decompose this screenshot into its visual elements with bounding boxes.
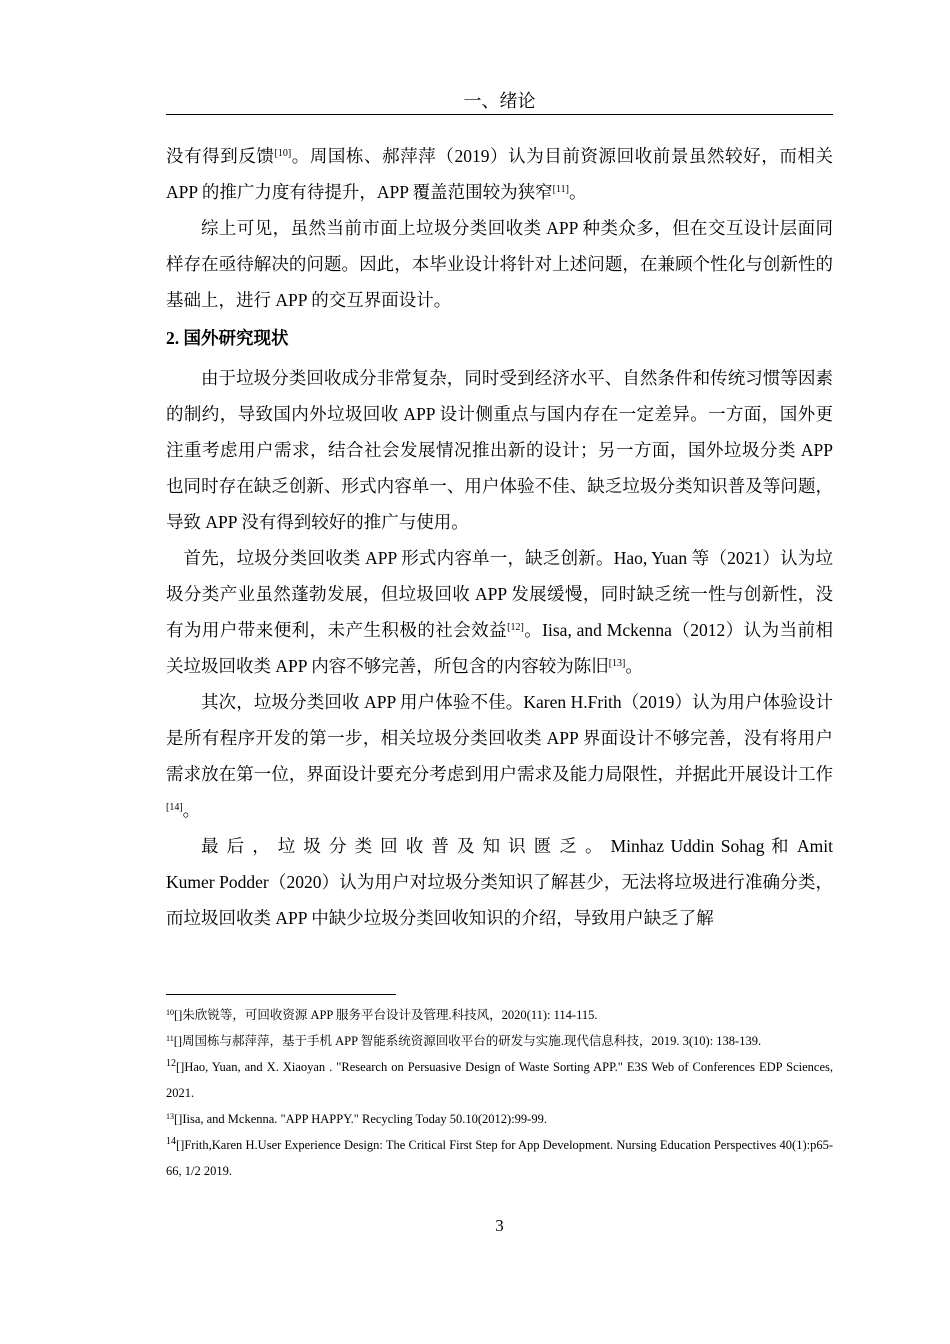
- body-text: [166, 138, 833, 936]
- text-span: 。周国栋、郝萍萍（2019）认为目前资源回收前景虽然较好，而相关 APP 的推广力度有待提升，APP 覆盖范围较为狭窄: [166, 146, 833, 202]
- section-heading: 2. 国外研究现状: [166, 328, 289, 348]
- footnote-number: 14: [166, 1136, 176, 1147]
- footnote-text: []Hao, Yuan, and X. Xiaoyan . "Research on Persuasive Design of Waste Sorting APP." E3S Web of Conferences EDP Sciences, 2021.: [166, 1060, 833, 1100]
- text-span: 其次，垃圾分类回收 APP 用户体验不佳。Karen H.Frith（2019）认为用户体验设计是所有程序开发的第一步，相关垃圾分类回收类 APP 界面设计不够完善，没有将用户需求放在第一位，界面设计要充分考虑到用户需求及能力局限性，并据此开展设计工作: [166, 692, 833, 784]
- text-span: 没有得到反馈: [166, 146, 275, 166]
- header-rule: [166, 114, 833, 115]
- citation-10: [10]: [274, 148, 292, 159]
- page-number: 3: [495, 1216, 504, 1235]
- paragraph-1: [166, 138, 833, 210]
- paragraph-6: [166, 828, 833, 936]
- citation-11: [11]: [552, 184, 569, 195]
- footnote-number: 13: [166, 1112, 174, 1121]
- footnote-number: 11: [166, 1034, 174, 1043]
- footnote-number: 12: [166, 1058, 176, 1069]
- text-span: Minhaz Uddin Sohag 和 Amit Kumer Podder（2020）认为用户对垃圾分类知识了解甚少，无法将垃圾进行准确分类，而垃圾回收类 APP 中缺少垃圾分类回收知识的介绍，导致用户缺乏了解: [166, 836, 834, 928]
- text-span: 。Iisa, and Mckenna（2012）认为当前相关垃圾回收类 APP 内容不够完善，所包含的内容较为陈旧: [166, 620, 833, 676]
- text-span: 。: [625, 656, 643, 676]
- footnote-number: 10: [166, 1008, 174, 1017]
- running-header: 一、绪论: [463, 91, 536, 111]
- text-span: 首先，垃圾分类回收类 APP 形式内容单一，缺乏创新。Hao, Yuan 等（2021）认为垃圾分类产业虽然蓬勃发展，但垃圾回收 APP 发展缓慢，同时缺乏统一性与创新性，没有为用户带来便利，未产生积极的社会效益: [166, 548, 833, 640]
- footnote-text: []Iisa, and Mckenna. "APP HAPPY." Recycling Today 50.10(2012):99-99.: [174, 1112, 547, 1126]
- citation-12: [12]: [507, 622, 524, 633]
- footnote-13: [166, 1106, 833, 1132]
- footnote-rule: [166, 994, 396, 995]
- footnotes: [166, 1002, 833, 1184]
- text-span: 最后，垃圾分类回收普及知识匮乏。: [201, 836, 611, 856]
- footnote-text: []周国栋与郝萍萍，基于手机 APP 智能系统资源回收平台的研发与实施.现代信息科技，2019. 3(10): 138-139.: [173, 1034, 762, 1048]
- footnote-12: [166, 1054, 833, 1106]
- footnote-text: []朱欣锐等，可回收资源 APP 服务平台设计及管理.科技风，2020(11): 114-115.: [174, 1008, 598, 1022]
- footnote-10: [166, 1002, 833, 1028]
- citation-14: [14]: [166, 802, 183, 813]
- paragraph-5: [166, 684, 833, 828]
- citation-13: [13]: [608, 658, 626, 669]
- footnote-14: [166, 1132, 833, 1184]
- text-span: 。: [568, 182, 587, 202]
- footnote-11: [166, 1028, 833, 1054]
- paragraph-2: 综上可见，虽然当前市面上垃圾分类回收类 APP 种类众多，但在交互设计层面同样存在亟待解决的问题。因此，本毕业设计将针对上述问题，在兼顾个性化与创新性的基础上，进行 APP 的交互界面设计。: [166, 218, 833, 310]
- text-span: 。: [182, 800, 201, 820]
- footnote-text: []Frith,Karen H.User Experience Design: The Critical First Step for App Development. Nursing Education Perspectives 40(1):p65-66, 1/2 2019.: [166, 1138, 833, 1178]
- paragraph-4: [166, 540, 833, 684]
- paragraph-3: 由于垃圾分类回收成分非常复杂，同时受到经济水平、自然条件和传统习惯等因素的制约，导致国内外垃圾回收 APP 设计侧重点与国内存在一定差异。一方面，国外更注重考虑用户需求，结合社会发展情况推出新的设计；另一方面，国外垃圾分类 APP 也同时存在缺乏创新、形式内容单一、用户体验不佳、缺乏垃圾分类知识普及等问题，导致 APP 没有得到较好的推广与使用。: [166, 368, 833, 532]
